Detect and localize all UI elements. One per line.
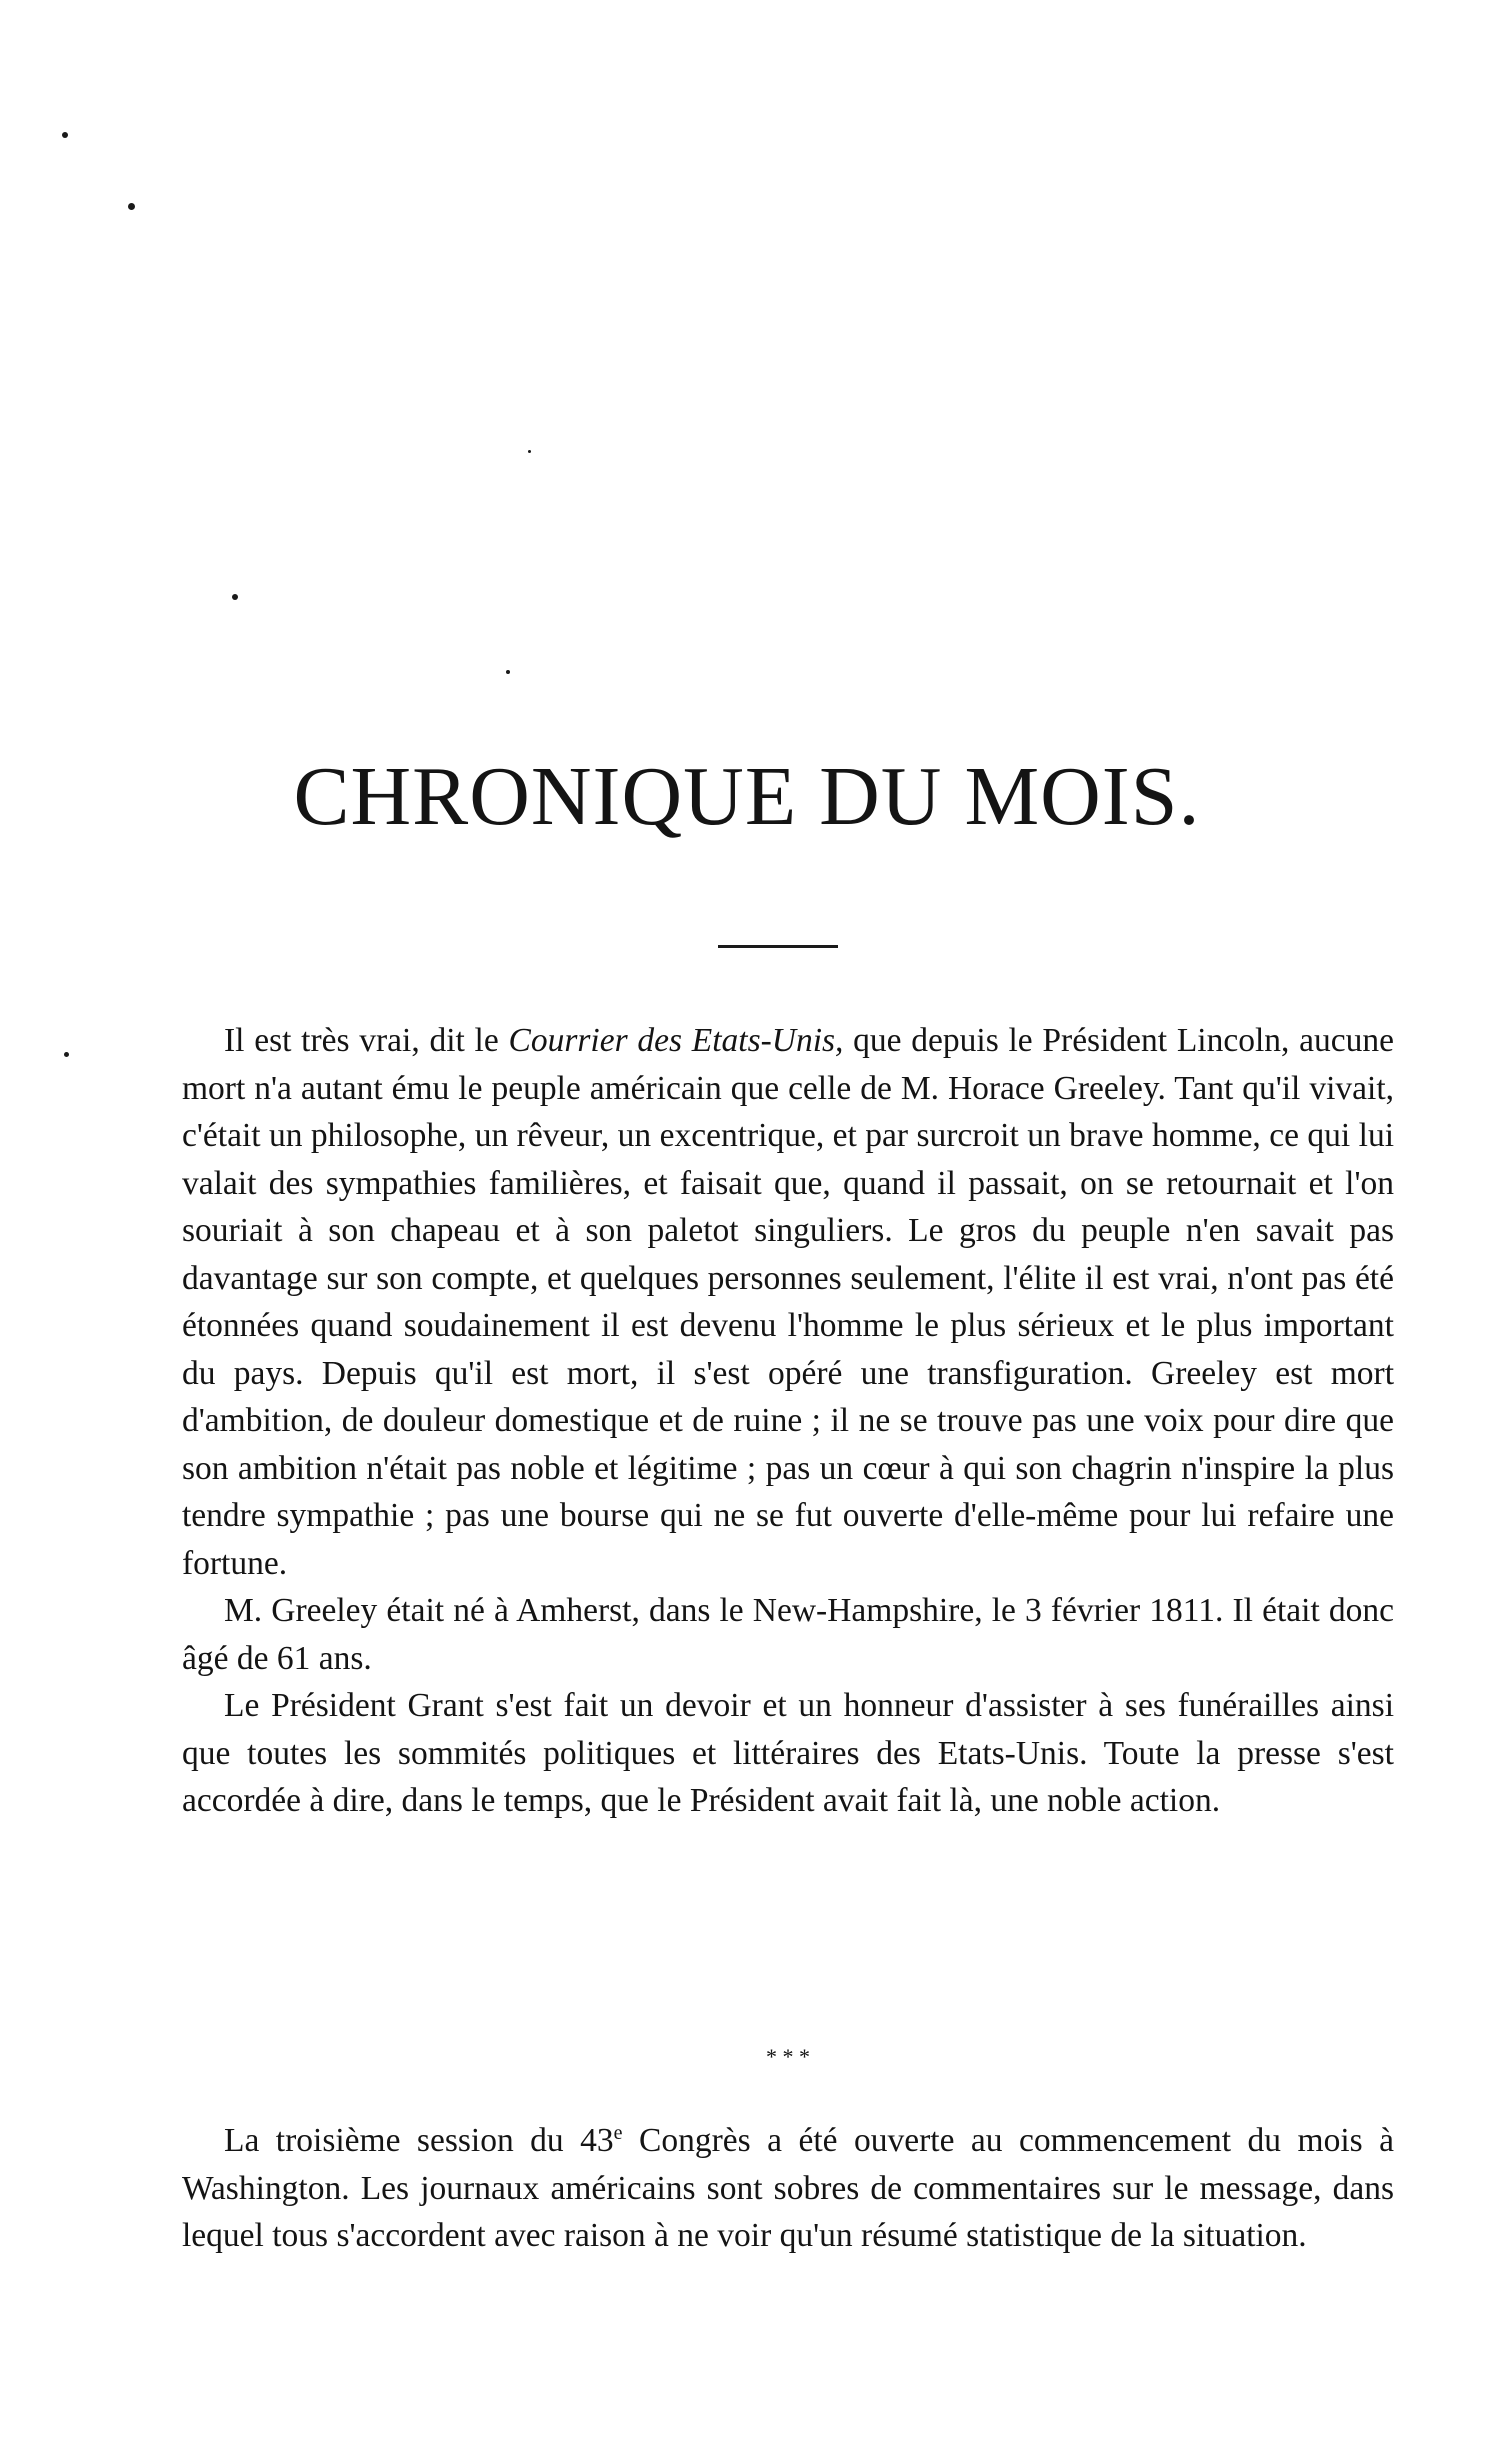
paragraph-lead: Il est très vrai, dit le xyxy=(224,1022,509,1059)
separator-text: * * * xyxy=(766,2044,810,2069)
paragraph-body: Congrès a été ouverte au commencement du mois à Washington. Les journaux américains sont sobres de commentaires sur le message, dans lequel tous s'accordent avec raison à ne voir qu'un résumé statistique de la situation. xyxy=(182,2122,1394,2254)
paragraph-body: que depuis le Président Lincoln, aucune mort n'a autant ému le peuple américain que celle de M. Horace Greeley. Tant qu'il vivait, c'était un philosophe, un rêveur, un excentrique, et par surcroit un brave homme, ce qui lui valait des sympathies familières, et faisait que, quand il passait, on se retournait et l'on souriait à son chapeau et à son paletot singuliers. Le gros du peuple n'en savait pas davantage sur son compte, et quelques personnes seulement, l'élite il est vrai, n'ont pas été étonnées quand soudainement il est devenu l'homme le plus sérieux et le plus important du pays. Depuis qu'il est mort, il s'est opéré une transfiguration. Greeley est mort d'ambition, de douleur domestique et de ruine ; il ne se trouve pas une voix pour dire que son ambition n'était pas noble et légitime ; pas un cœur à qui son chagrin n'inspire la plus tendre sympathie ; pas une bourse qui ne se fut ouverte d'elle-même pour lui refaire une fortune. xyxy=(182,1022,1394,1582)
scan-speck xyxy=(232,594,238,600)
paragraph-congress-session xyxy=(182,2117,1394,2260)
section-separator-asterism xyxy=(758,2044,818,2088)
paragraph-lead: La troisième session du 43 xyxy=(224,2122,614,2159)
paragraph-greeley-death xyxy=(182,1017,1394,1587)
source-citation: Courrier des Etats-Unis, xyxy=(508,1022,844,1059)
ordinal-superscript: e xyxy=(613,2122,623,2144)
scan-speck xyxy=(506,670,510,674)
scan-speck xyxy=(64,1052,69,1057)
scan-speck xyxy=(528,450,531,453)
title-divider xyxy=(718,945,838,948)
section-congress xyxy=(182,2117,1394,2260)
section-greeley xyxy=(182,1017,1394,1825)
scan-speck xyxy=(62,132,68,138)
page-title: CHRONIQUE DU MOIS. xyxy=(293,750,1201,843)
paragraph-greeley-birth: M. Greeley était né à Amherst, dans le New-Hampshire, le 3 février 1811. Il était donc âgé de 61 ans. xyxy=(182,1592,1394,1677)
scan-speck xyxy=(128,203,135,210)
paragraph-grant-funeral: Le Président Grant s'est fait un devoir et un honneur d'assister à ses funérailles ainsi que toutes les sommités politiques et littéraires des Etats-Unis. Toute la presse s'est accordée à dire, dans le temps, que le Président avait fait là, une noble action. xyxy=(182,1687,1394,1819)
